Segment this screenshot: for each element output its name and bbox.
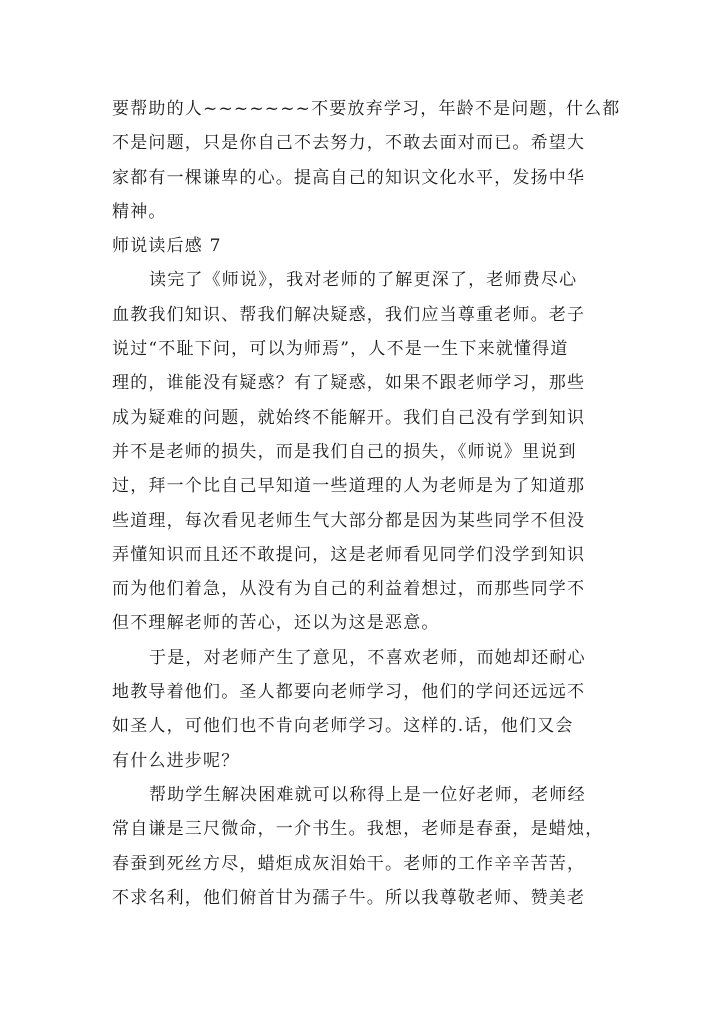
paragraph-3 <box>112 778 612 915</box>
text-line: 成为疑难的问题，就始终不能解开。我们自己没有学到知识 <box>112 407 586 428</box>
document-page <box>112 92 621 915</box>
text-line: 精神。 <box>112 201 167 222</box>
text-line: 血教我们知识、帮我们解决疑惑，我们应当尊重老师。老子 <box>112 304 586 325</box>
text-line: 过，拜一个比自己早知道一些道理的人为老师是为了知道那 <box>112 476 586 497</box>
text-line: 但不理解老师的苦心，还以为这是恶意。 <box>112 613 440 634</box>
text-line: 读完了《师说》，我对老师的了解更深了，老师费尽心 <box>149 270 578 291</box>
text-line: 有什么进步呢？ <box>112 750 240 771</box>
intro-paragraph <box>112 92 621 229</box>
paragraph-1 <box>112 263 612 640</box>
text-line: 春蚕到死丝方尽，蜡炬成灰泪始干。老师的工作辛辛苦苦， <box>112 853 586 874</box>
text-line: 帮助学生解决困难就可以称得上是一位好老师，老师经 <box>149 784 586 805</box>
text-line: 而为他们着急，从没有为自己的利益着想过，而那些同学不 <box>112 579 586 600</box>
text-line: 常自谦是三尺微命，一介书生。我想，老师是春蚕，是蜡烛， <box>112 819 604 840</box>
text-line: 家都有一棵谦卑的心。提高自己的知识文化水平，发扬中华 <box>112 167 586 188</box>
text-line: 些道理，每次看见老师生气大部分都是因为某些同学不但没 <box>112 510 586 531</box>
section-title: 师说读后感 7 <box>112 236 222 257</box>
text-line: 要帮助的人~~~~~~~不要放弃学习，年龄不是问题，什么都 <box>112 99 621 119</box>
text-line: 不求名利，他们俯首甘为孺子牛。所以我尊敬老师、赞美老 <box>112 887 586 908</box>
text-line: 不是问题，只是你自己不去努力，不敢去面对而已。希望大 <box>112 133 586 154</box>
text-line: 弄懂知识而且还不敢提问，这是老师看见同学们没学到知识 <box>112 544 586 565</box>
text-line: 地教导着他们。圣人都要向老师学习，他们的学问还远远不 <box>112 682 586 703</box>
text-line: 如圣人，可他们也不肯向老师学习。这样的.话，他们又会 <box>112 716 574 737</box>
paragraph-2 <box>112 641 612 778</box>
text-line: 理的，谁能没有疑惑？有了疑惑，如果不跟老师学习，那些 <box>112 373 586 394</box>
text-line: 于是，对老师产生了意见，不喜欢老师，而她却还耐心 <box>149 647 586 668</box>
text-line: 并不是老师的损失，而是我们自己的损失，《师说》里说到 <box>112 441 577 462</box>
text-line: 说过“不耻下问，可以为师焉”，人不是一生下来就懂得道 <box>112 339 569 360</box>
